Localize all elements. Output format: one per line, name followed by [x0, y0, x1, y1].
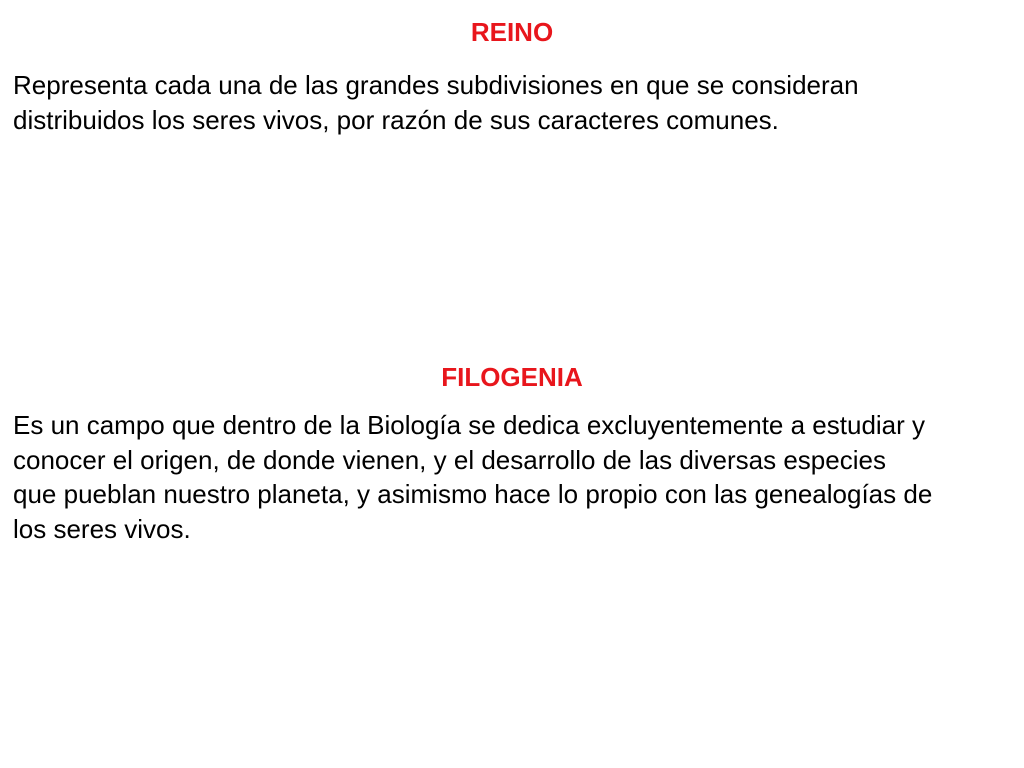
section-body-reino: Representa cada una de las grandes subdivisiones en que se consideran distribuidos los seres vivos, por razón de sus caracteres comunes. — [13, 70, 859, 135]
section-title-reino: REINO — [470, 17, 554, 47]
section-body-filogenia: Es un campo que dentro de la Biología se dedica excluyentemente a estudiar y conocer el origen, de donde vienen, y el desarrollo de las diversas especies que pueblan nuestro planeta, y asimismo hace lo propio con las genealogías de los seres vivos. — [13, 410, 933, 544]
section-title-filogenia: FILOGENIA — [441, 362, 583, 392]
